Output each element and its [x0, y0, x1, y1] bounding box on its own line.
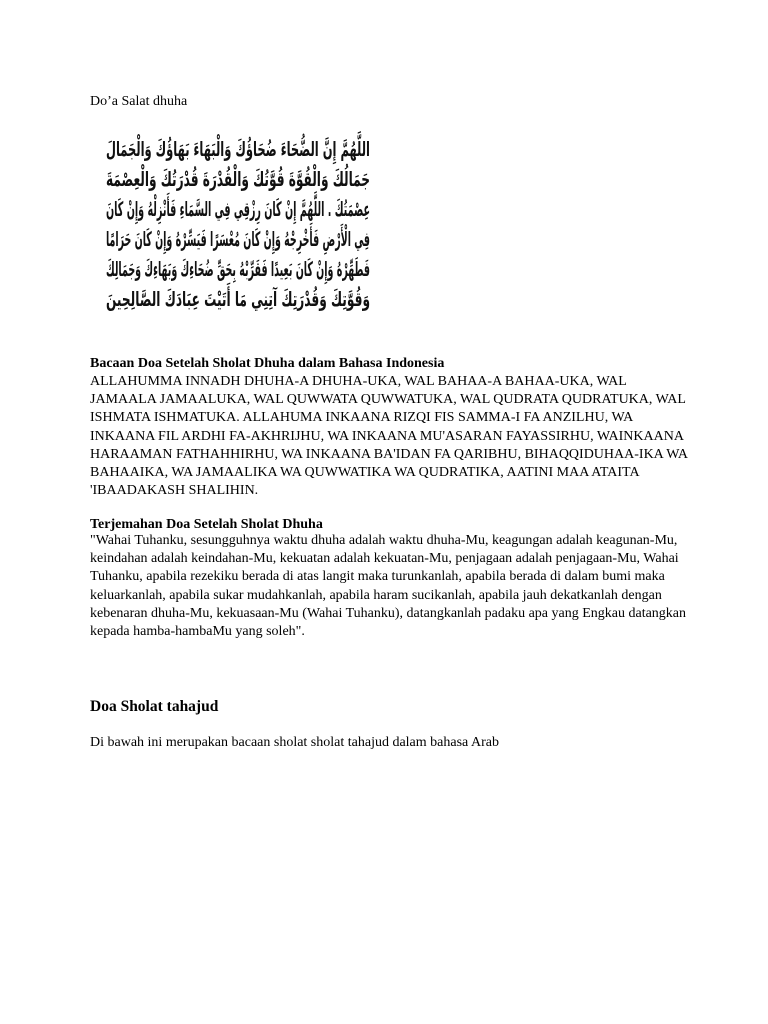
arabic-line-1: اللَّهُمَّ إِنَّ الضُّحَاءَ ضُحَاؤُكَ وَالْبَهَاءَ بَهَاؤُكَ وَالْجَمَالَ: [106, 137, 566, 161]
arabic-line-6: وَقُوَّتِكَ وَقُدْرَتِكَ آتِنِي مَا أَتَيْتَ عِبَادَكَ الصَّالِحِينَ: [106, 287, 541, 311]
page-heading: Do’a Salat dhuha: [90, 94, 188, 109]
section-heading: Bacaan Doa Setelah Sholat Dhuha dalam Bahasa Indonesia: [90, 356, 445, 371]
translation-heading: Terjemahan Doa Setelah Sholat Dhuha: [90, 517, 323, 532]
arabic-line-5: فَطَهِّرْهُ وَإِنْ كَانَ بَعِيدًا فَقَرِّبْهُ بِحَقِّ ضُحَاءِكَ وَبَهَاءِكَ وَجَمَالِكَ: [106, 257, 663, 281]
transliteration-text: ALLAHUMMA INNADH DHUHA-A DHUHA-UKA, WAL BAHAA-A BAHAA-UKA, WAL JAMAALA JAMAALUKA, WAL QUWWATA QUWWATUKA, WAL QUDRATA QUDRATUKA, WAL ISHMATA ISHMATUKA. ALLAHUMA INKAANA RIZQI FIS SAMMA-I FA ANZILHU, WA INKAANA FIL ARDHI FA-AKHRIJHU, WA INKAANA MU'ASARAN FAYASSIRHU, WAINKAANA HARAAMAN FATHAHHIRHU, WA INKAANA BA'IDAN FA QARIBHU, BIHAQQIDUHAA-IKA WA BAHAAIKA, WA JAMAALIKA WA QUWWATIKA WA QUDRATIKA, AATINI MAA ATAITA 'IBAADAKASH SHALIHIN.: [90, 374, 688, 499]
arabic-line-2: جَمَالُكَ وَالْقُوَّةَ قُوَّتُكَ وَالْقُدْرَةَ قُدْرَتُكَ وَالْعِصْمَةَ: [106, 167, 542, 191]
tahajud-intro: Di bawah ini merupakan bacaan sholat sholat tahajud dalam bahasa Arab: [90, 735, 499, 750]
tahajud-heading: Doa Sholat tahajud: [90, 698, 219, 715]
arabic-prayer-image: [96, 128, 665, 316]
translation-text: "Wahai Tuhanku, sesungguhnya waktu dhuha adalah waktu dhuha-Mu, keagungan adalah keagunan-Mu, keindahan adalah keindahan-Mu, kekuatan adalah kekuatan-Mu, penjagaan adalah penjagaan-Mu, Wahai Tuhanku, apabila rezekiku berada di atas langit maka turunkanlah, apabila berada di dalam bumi maka keluarkanlah, apabila sukar mudahkanlah, apabila haram sucikanlah, apabila jauh dekatkanlah dengan kebenaran dhuha-Mu, kekuasaan-Mu (Wahai Tuhanku), datangkanlah padaku apa yang Engkau datangkan kepada hamba-hambaMu yang soleh".: [90, 533, 687, 640]
arabic-line-3: عِصْمَتُكَ . اللَّهُمَّ إِنْ كَانَ رِزْقِي فِي السَّمَاءِ فَأَنْزِلْهُ وَإِنْ كَانَ: [106, 197, 657, 221]
arabic-line-4: فِي الْأَرْضِ فَأَخْرِجْهُ وَإِنْ كَانَ مُعْسَرًا فَيَسِّرْهُ وَإِنْ كَانَ حَرَامًا: [106, 227, 665, 251]
